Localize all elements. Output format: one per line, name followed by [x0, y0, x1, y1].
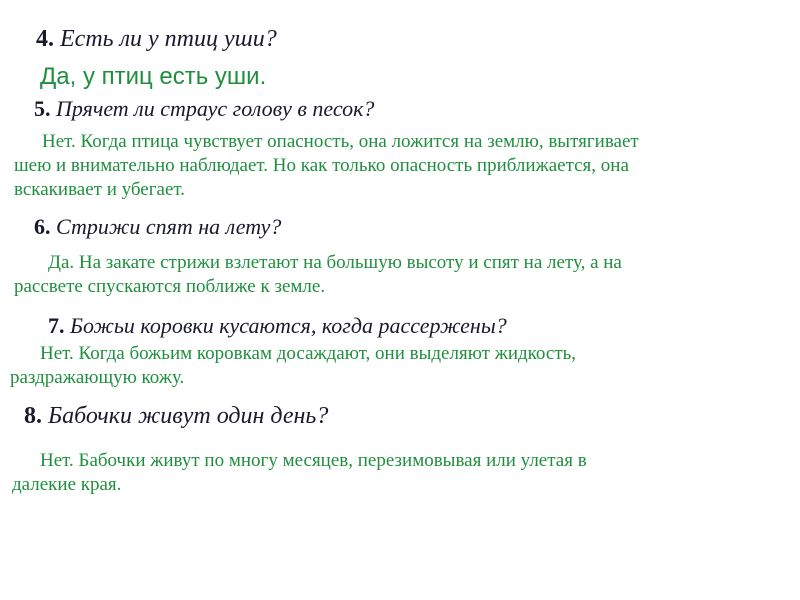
question-5-number: 5.: [34, 96, 51, 121]
answer-7-line-1: Нет. Когда божьим коровкам досаждают, они выделяют жидкость,: [40, 343, 577, 364]
answer-8-line-2: далекие края.: [12, 473, 122, 495]
answer-5-line-1: Нет. Когда птица чувствует опасность, она ложится на землю, вытягивает: [42, 131, 639, 152]
question-6-number: 6.: [34, 214, 51, 239]
answer-6: [14, 251, 800, 299]
question-5: [34, 96, 374, 122]
question-7: [48, 313, 507, 339]
answer-5-line-2: шею и внимательно наблюдает. Но как только опасность приближается, она: [14, 154, 629, 176]
question-6-text: Стрижи спят на лету?: [56, 214, 282, 239]
answer-5: [14, 130, 800, 201]
answer-5-line-3: вскакивает и убегает.: [14, 178, 186, 200]
question-7-number: 7.: [48, 313, 65, 338]
question-4-text: Есть ли у птиц уши?: [60, 26, 277, 52]
question-8-number: 8.: [24, 403, 42, 429]
question-8-text: Бабочки живут один день?: [48, 403, 329, 429]
question-4-number: 4.: [36, 26, 54, 52]
answer-8: [12, 449, 800, 497]
answer-6-line-1: Да. На закате стрижи взлетают на большую высоту и спят на лету, а на: [48, 252, 622, 273]
answer-4: [40, 62, 266, 92]
answer-7: [10, 342, 800, 390]
question-5-text: Прячет ли страус голову в песок?: [56, 96, 375, 121]
answer-8-line-1: Нет. Бабочки живут по многу месяцев, перезимовывая или улетая в: [40, 450, 587, 471]
question-4: [36, 26, 277, 53]
question-7-text: Божьи коровки кусаются, когда рассержены?: [70, 313, 507, 338]
answer-4-text: Да, у птиц есть уши.: [40, 63, 267, 90]
question-8: [24, 403, 328, 430]
answer-6-line-2: рассвете спускаются поближе к земле.: [14, 275, 326, 297]
answer-7-line-2: раздражающую кожу.: [10, 366, 185, 388]
question-6: [34, 214, 281, 240]
